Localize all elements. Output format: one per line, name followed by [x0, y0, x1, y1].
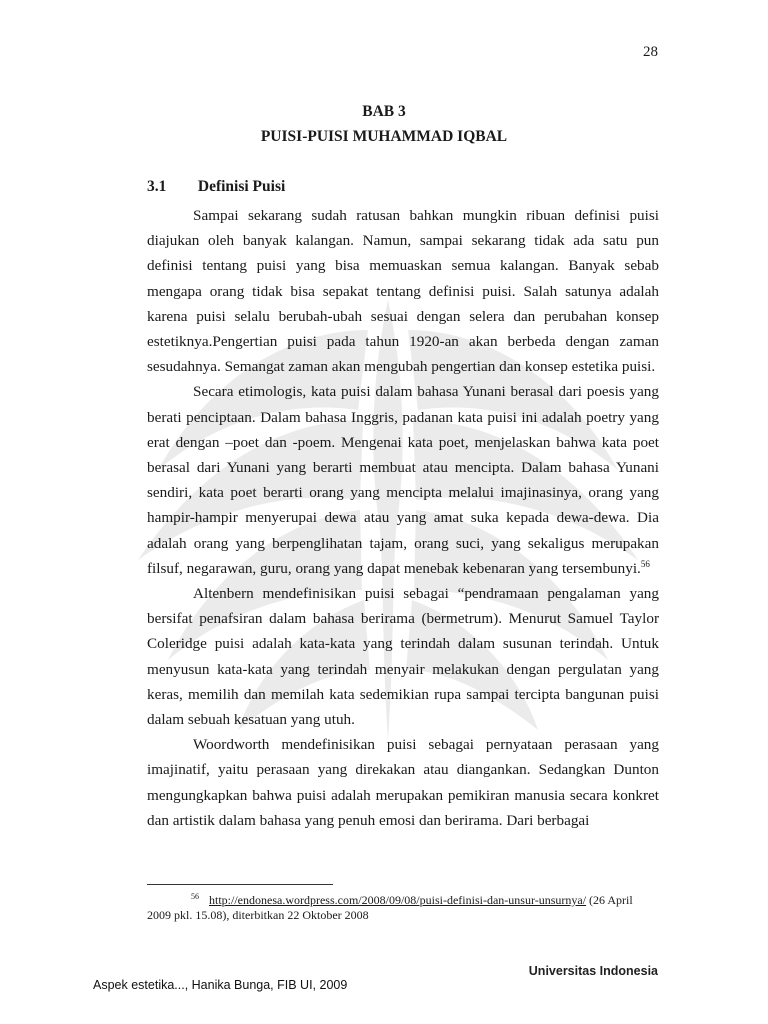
- footnote-divider: [147, 884, 333, 885]
- paragraph: [147, 732, 659, 833]
- paragraph: [147, 379, 659, 581]
- footnote-text: (26 April 2009 pkl. 15.08), diterbitkan 22 Oktober 2008: [147, 893, 633, 922]
- paragraph-text: Secara etimologis, kata puisi dalam bahasa Yunani berasal dari poesis yang berati penciptaan. Dalam bahasa Inggris, padanan kata puisi ini adalah poetry yang erat dengan –poet dan -poem. Mengenai kata poet, menjelaskan bahwa kata poet berasal dari Yunani yang berarti membuat atau mencipta. Dalam bahasa Yunani sendiri, kata poet berarti orang yang mencipta melalui imajinasinya, orang yang hampir-hampir menyerupai dewa atau yang amat suka kepada dewa-dewa. Dia adalah orang yang berpenglihatan tajam, orang suci, yang sekaligus merupakan filsuf, negarawan, guru, orang yang dapat menebak kebenaran yang tersembunyi.: [147, 383, 659, 577]
- university-name: Universitas Indonesia: [528, 964, 658, 978]
- paragraph-text: Sampai sekarang sudah ratusan bahkan mungkin ribuan definisi puisi diajukan oleh banyak kalangan. Namun, sampai sekarang tidak ada satu pun definisi tentang puisi yang bisa memuaskan semua kalangan. Banyak sebab mengapa orang tidak bisa sepakat tentang definisi puisi. Salah satunya adalah karena puisi selalu berubah-ubah sesuai dengan selera dan perubahan konsep estetiknya.Pengertian puisi pada tahun 1920-an akan berbeda dengan zaman sesudahnya. Semangat zaman akan mengubah pengertian dan konsep estetika puisi.: [147, 207, 659, 376]
- chapter-number: BAB 3: [362, 103, 406, 120]
- body-text: [147, 203, 659, 833]
- section-title: Definisi Puisi: [197, 178, 286, 195]
- page-number: 28: [643, 44, 658, 60]
- paragraph: [147, 203, 659, 379]
- paragraph-text: Altenbern mendefinisikan puisi sebagai “pendramaan pengalaman yang bersifat penafsiran dalam bahasa berirama (bermetrum). Menurut Samuel Taylor Coleridge puisi adalah kata-kata yang terindah dalam susunan terindah. Untuk menyusun kata-kata yang terindah menyair melakukan dengan pergulatan yang keras, memilih dan memilah kata sedemikian rupa sampai tercipta bangunan puisi dalam sebuah kesatuan yang utuh.: [147, 585, 659, 729]
- footnote-mark: 56: [191, 892, 199, 901]
- paragraph: [147, 581, 659, 732]
- footnote: [147, 889, 659, 923]
- footnote-link[interactable]: http://endonesa.wordpress.com/2008/09/08/puisi-definisi-dan-unsur-unsurnya/: [209, 893, 587, 907]
- section-heading: [147, 178, 285, 196]
- section-number: 3.1: [147, 178, 167, 195]
- chapter-title: PUISI-PUISI MUHAMMAD IQBAL: [260, 128, 508, 145]
- footer-citation: Aspek estetika..., Hanika Bunga, FIB UI, 2009: [93, 978, 348, 992]
- footnote-reference[interactable]: 56: [640, 558, 650, 569]
- paragraph-text: Woordworth mendefinisikan puisi sebagai pernyataan perasaan yang imajinatif, yaitu perasaan yang direkakan atau diangankan. Sedangkan Dunton mengungkapkan bahwa puisi adalah merupakan pemikiran manusia secara konkret dan artistik dalam bahasa yang penuh emosi dan berirama. Dari berbagai: [147, 736, 659, 829]
